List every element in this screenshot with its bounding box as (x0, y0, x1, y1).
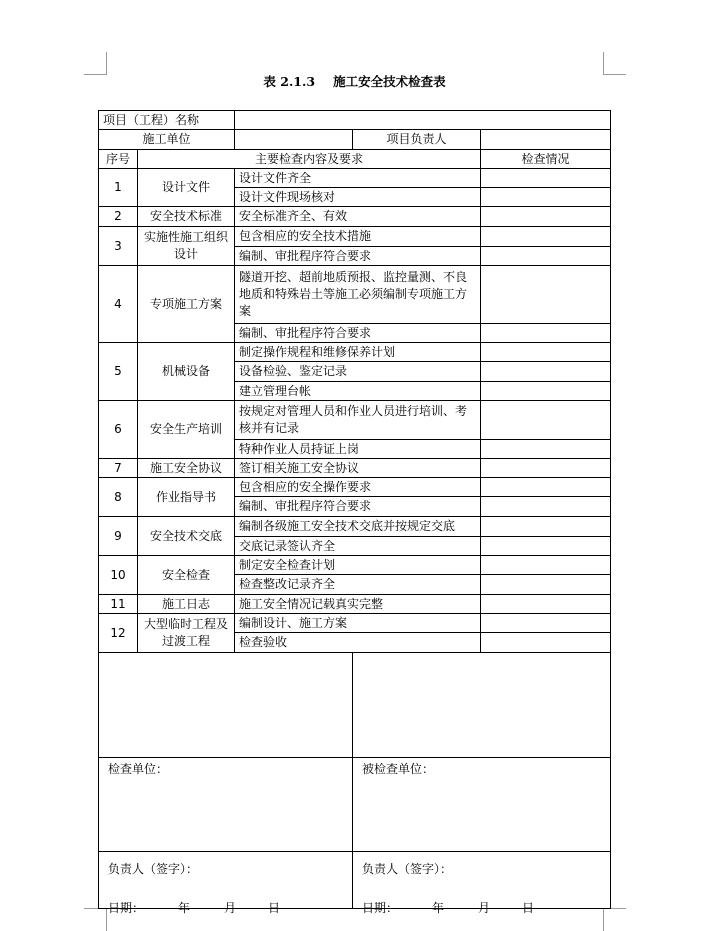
item-number: 12 (99, 614, 138, 653)
checklist-row (99, 169, 611, 188)
item-number: 5 (99, 343, 138, 401)
item-name: 机械设备 (138, 343, 235, 401)
month-label: 月 (224, 901, 237, 915)
col-header-result: 检查情况 (481, 150, 611, 169)
check-result-cell[interactable] (481, 517, 611, 537)
check-result-cell[interactable] (481, 575, 611, 595)
requirement-text: 编制、审批程序符合要求 (235, 324, 481, 343)
item-name: 安全生产培训 (138, 401, 235, 459)
checklist-row (99, 207, 611, 227)
requirement-text: 检查整改记录齐全 (235, 575, 481, 595)
check-result-cell[interactable] (481, 169, 611, 188)
check-result-cell[interactable] (481, 459, 611, 478)
day-label: 日 (522, 901, 535, 915)
item-name: 安全技术标准 (138, 207, 235, 227)
check-result-cell[interactable] (481, 227, 611, 247)
requirement-text: 包含相应的安全技术措施 (235, 227, 481, 247)
checklist-row (99, 556, 611, 575)
document-title (0, 72, 709, 90)
inspecting-date-line (108, 900, 280, 917)
requirement-text: 包含相应的安全操作要求 (235, 478, 481, 497)
requirement-text: 施工安全情况记载真实完整 (235, 595, 481, 614)
safety-check-table (98, 110, 611, 915)
check-result-cell[interactable] (481, 188, 611, 207)
table-title: 施工安全技术检查表 (333, 74, 446, 89)
inspected-unit-label: 被检查单位： (362, 762, 435, 776)
year-label: 年 (432, 901, 445, 915)
construction-unit-field[interactable] (235, 130, 353, 150)
inspected-responsible-label: 负责人（签字）： (362, 861, 453, 876)
year-label: 年 (178, 901, 191, 915)
date-label: 日期： (108, 901, 145, 915)
checklist-row (99, 614, 611, 633)
requirement-text: 签订相关施工安全协议 (235, 459, 481, 478)
check-result-cell[interactable] (481, 633, 611, 653)
checklist-row (99, 478, 611, 497)
requirement-text: 设计文件现场核对 (235, 188, 481, 207)
col-header-no: 序号 (99, 150, 138, 169)
check-result-cell[interactable] (481, 478, 611, 497)
inspecting-unit-label: 检查单位： (108, 762, 169, 776)
item-name: 安全技术交底 (138, 517, 235, 556)
item-number: 1 (99, 169, 138, 207)
requirement-text: 制定操作规程和维修保养计划 (235, 343, 481, 362)
requirement-text: 设计文件齐全 (235, 169, 481, 188)
item-name: 安全检查 (138, 556, 235, 595)
item-number: 11 (99, 595, 138, 614)
item-name: 实施性施工组织设计 (138, 227, 235, 266)
item-name: 施工日志 (138, 595, 235, 614)
responsible-signature-row (99, 758, 611, 852)
unit-row (99, 130, 611, 150)
checklist-row (99, 595, 611, 614)
check-result-cell[interactable] (481, 614, 611, 633)
requirement-text: 编制各级施工安全技术交底并按规定交底 (235, 517, 481, 537)
requirement-text: 制定安全检查计划 (235, 556, 481, 575)
item-number: 3 (99, 227, 138, 266)
item-number: 10 (99, 556, 138, 595)
col-header-content: 主要检查内容及要求 (138, 150, 481, 169)
check-result-cell[interactable] (481, 556, 611, 575)
inspected-unit-cell[interactable] (353, 653, 611, 776)
item-number: 9 (99, 517, 138, 556)
item-name: 专项施工方案 (138, 266, 235, 343)
check-result-cell[interactable] (481, 343, 611, 362)
item-name: 设计文件 (138, 169, 235, 207)
check-result-cell[interactable] (481, 401, 611, 440)
item-name: 施工安全协议 (138, 459, 235, 478)
requirement-text: 编制设计、施工方案 (235, 614, 481, 633)
check-result-cell[interactable] (481, 266, 611, 324)
item-number: 7 (99, 459, 138, 478)
requirement-text: 安全标准齐全、有效 (235, 207, 481, 227)
requirement-text: 编制、审批程序符合要求 (235, 247, 481, 266)
item-number: 8 (99, 478, 138, 517)
checklist-row (99, 459, 611, 478)
check-result-cell[interactable] (481, 440, 611, 459)
requirement-text: 特种作业人员持证上岗 (235, 440, 481, 459)
item-name: 大型临时工程及过渡工程 (138, 614, 235, 653)
inspected-date-line (362, 900, 534, 917)
crop-mark-bottom-left (84, 908, 107, 931)
check-result-cell[interactable] (481, 207, 611, 227)
checklist-row (99, 517, 611, 537)
check-result-cell[interactable] (481, 537, 611, 556)
requirement-text: 按规定对管理人员和作业人员进行培训、考核并有记录 (235, 401, 481, 440)
check-result-cell[interactable] (481, 362, 611, 382)
construction-unit-label: 施工单位 (99, 130, 235, 150)
requirement-text: 隧道开挖、超前地质预报、监控量测、不良地质和特殊岩土等施工必须编制专项施工方案 (235, 266, 481, 324)
requirement-text: 检查验收 (235, 633, 481, 653)
project-manager-field[interactable] (481, 130, 611, 150)
signature-area (99, 653, 611, 915)
checklist-row (99, 343, 611, 362)
requirement-text: 设备检验、鉴定记录 (235, 362, 481, 382)
inspecting-unit-cell[interactable] (99, 653, 353, 776)
check-result-cell[interactable] (481, 382, 611, 401)
table-body (99, 111, 611, 653)
requirement-text: 交底记录签认齐全 (235, 537, 481, 556)
requirement-text: 建立管理台帐 (235, 382, 481, 401)
checklist-row (99, 401, 611, 440)
table-number: 表 2.1.3 (263, 74, 316, 89)
item-number: 2 (99, 207, 138, 227)
column-header-row (99, 150, 611, 169)
check-result-cell[interactable] (481, 324, 611, 343)
project-manager-label: 项目负责人 (353, 130, 481, 150)
project-name-field[interactable] (235, 111, 611, 130)
day-label: 日 (268, 901, 281, 915)
project-name-row (99, 111, 611, 130)
date-label: 日期： (362, 901, 399, 915)
check-result-cell[interactable] (481, 497, 611, 517)
item-number: 4 (99, 266, 138, 343)
check-result-cell[interactable] (481, 595, 611, 614)
checklist-row (99, 266, 611, 324)
inspecting-responsible-label: 负责人（签字）： (108, 861, 199, 876)
checklist-row (99, 227, 611, 247)
unit-signature-row (99, 653, 611, 758)
item-number: 6 (99, 401, 138, 459)
project-name-label: 项目（工程）名称 (99, 111, 235, 130)
check-result-cell[interactable] (481, 247, 611, 266)
item-name: 作业指导书 (138, 478, 235, 517)
requirement-text: 编制、审批程序符合要求 (235, 497, 481, 517)
month-label: 月 (478, 901, 491, 915)
crop-mark-bottom-right (603, 908, 626, 931)
